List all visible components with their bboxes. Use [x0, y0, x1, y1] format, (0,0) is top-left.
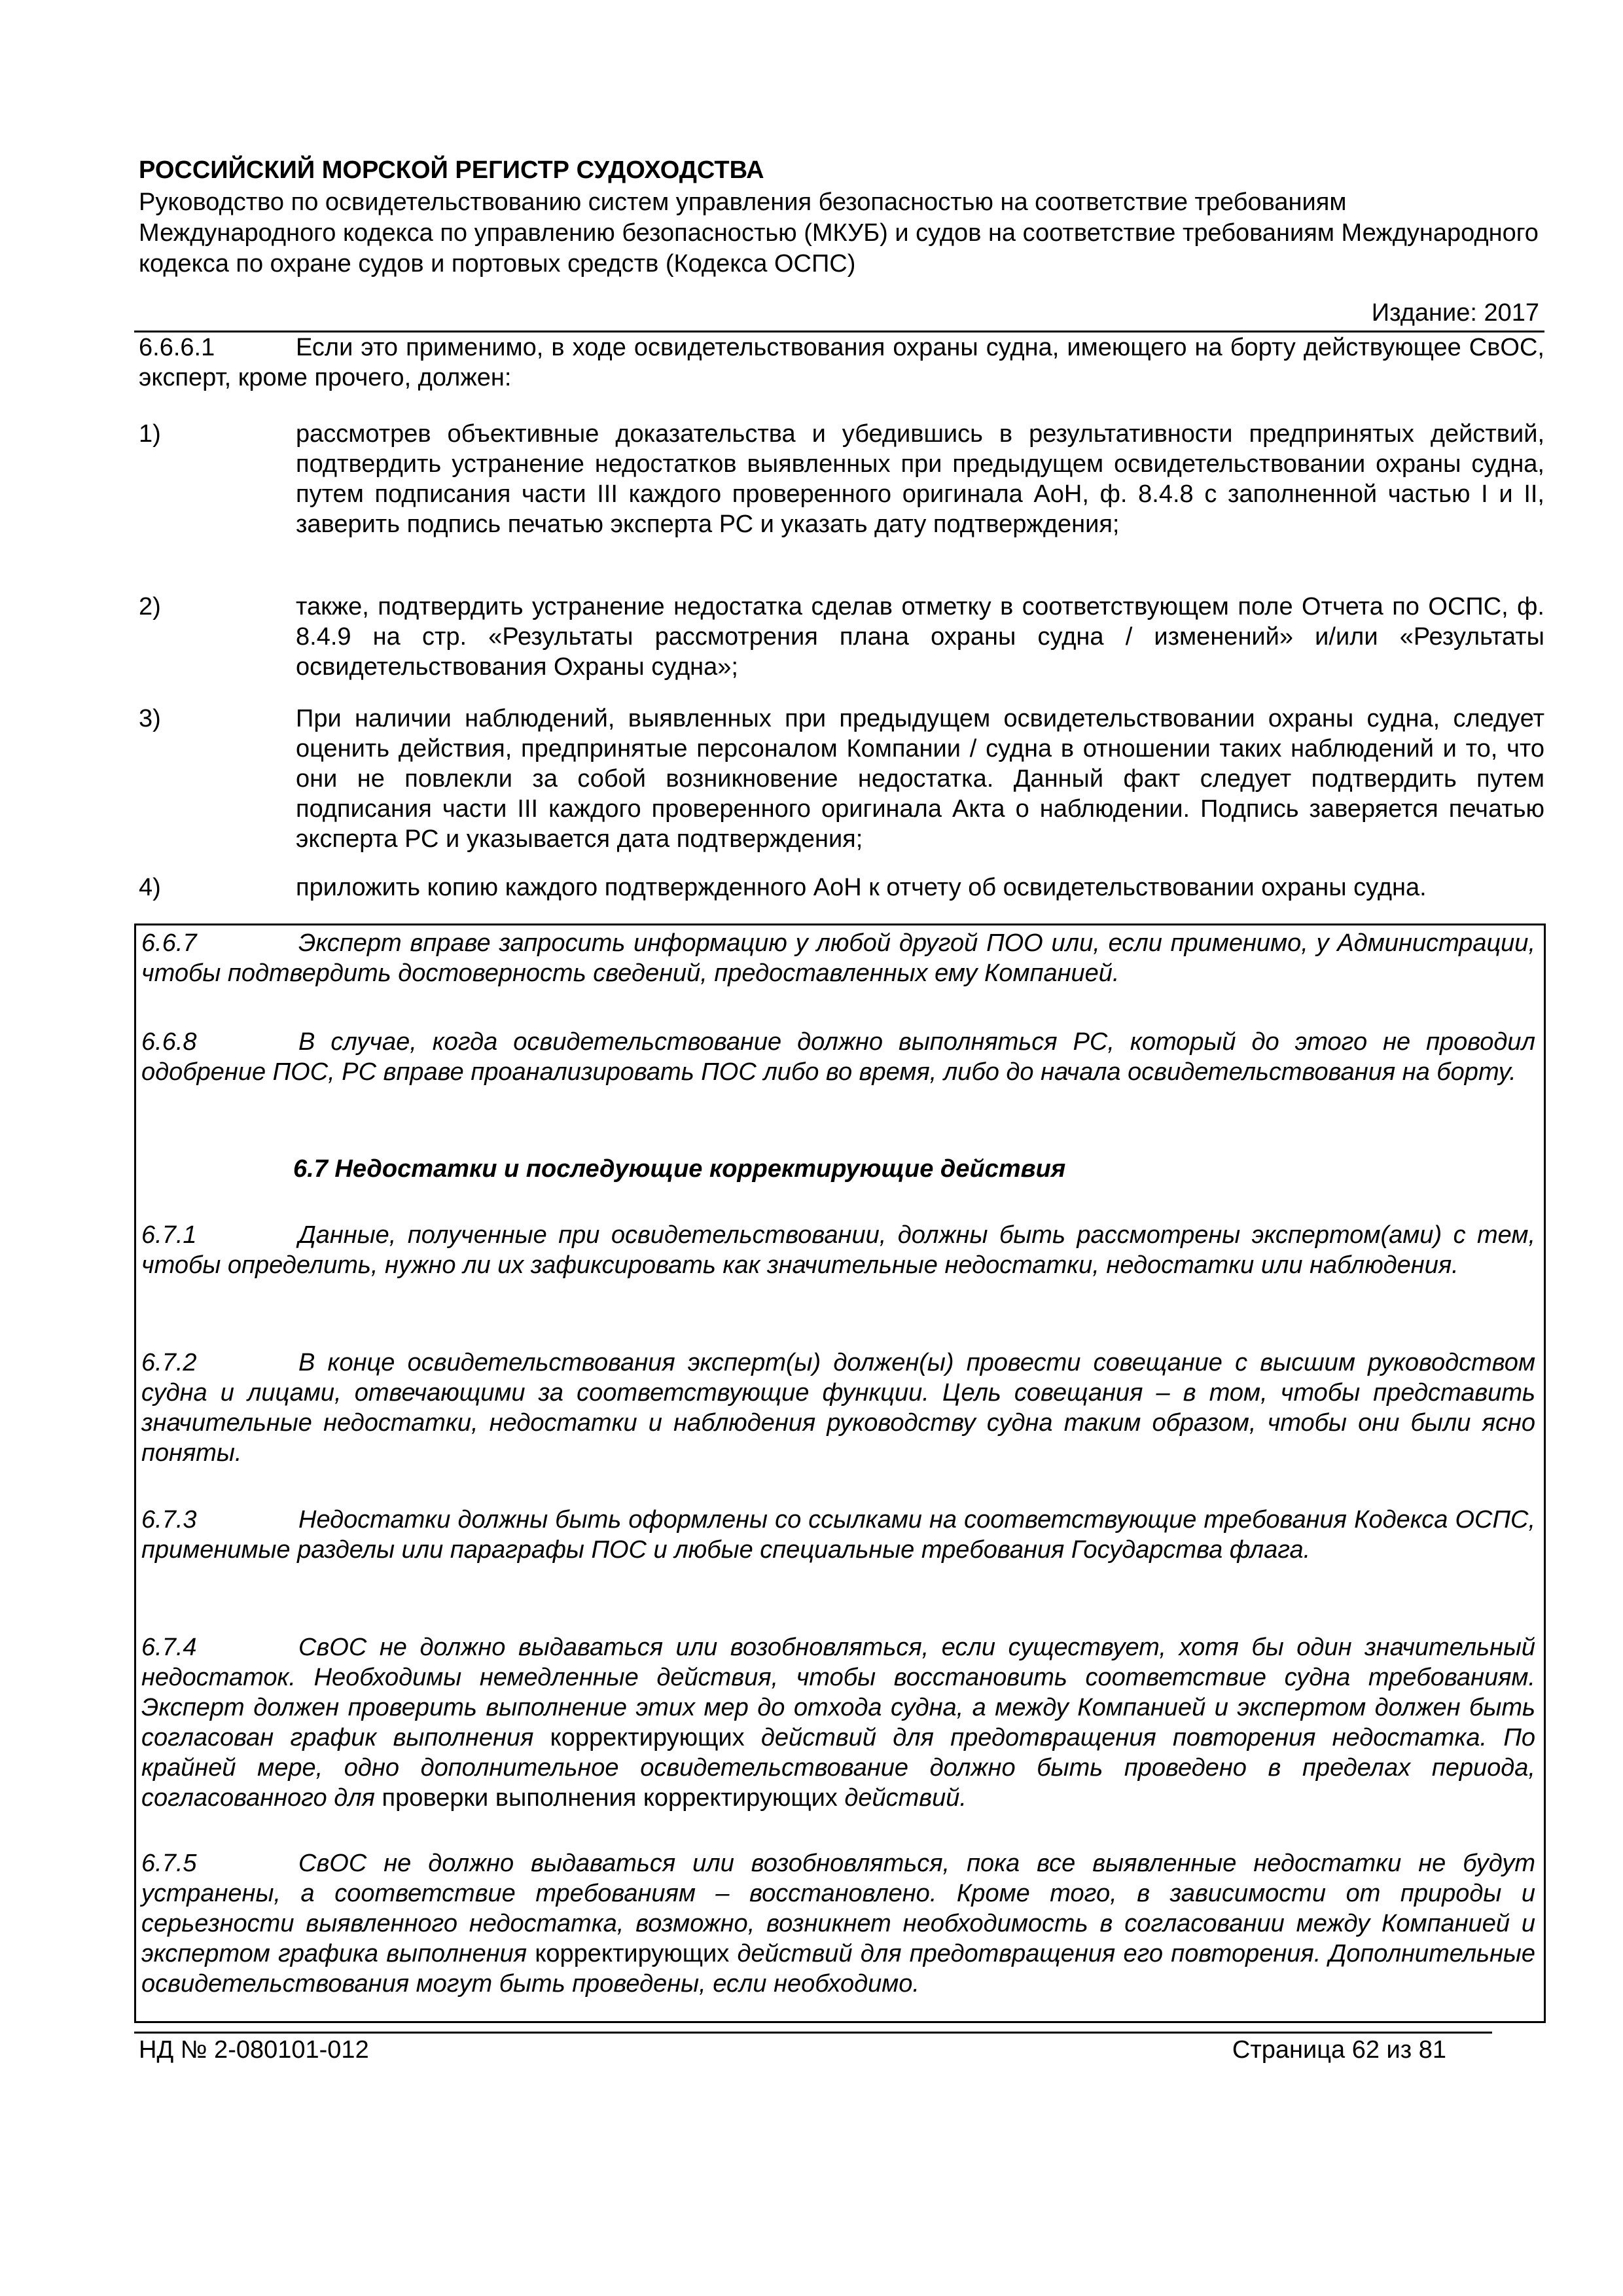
paragraph-6-7-4 — [141, 1632, 1535, 1813]
list-item-text: При наличии наблюдений, выявленных при предыдущем освидетельствовании охраны судна, следует оценить действия, предпринятые персоналом Компании / судна в отношении таких наблюдений и то, что они не повлекли за собой возникновение недостатка. Данный факт следует подтвердить путем подписания части III каждого проверенного оригинала Акта о наблюдении. Подпись заверяется печатью эксперта РС и указывается дата подтверждения; — [296, 705, 1544, 853]
paragraph-text-part: СвОС не должно выдаваться или возобновляться, пока все выявленные недостатки не будут устранены, а соответствие требованиям – восстановлено. Кроме того, в зависимости от природы и серьезности выявленного недостатка, возможно, возникнет необходимость в согласовании между Компанией и экспертом графика выполнения — [141, 1850, 1535, 1967]
list-item-number: 3) — [139, 705, 161, 732]
paragraph-6-6-7 — [141, 928, 1535, 988]
paragraph-text-part: СвОС не должно выдаваться или возобновляться, если существует, хотя бы один значительный недостаток. Необходимы немедленные действия, чтобы восстановить соответствие судна требованиям. Эксперт должен проверить выполнение этих мер до отхода судна, а между Компанией и экспертом должен быть согласован график выполнения — [141, 1634, 1535, 1751]
paragraph-text-part: проверки выполнения корректирующих — [382, 1784, 838, 1812]
edition-label: Издание: 2017 — [1371, 299, 1539, 327]
paragraph-6-6-8 — [141, 1027, 1535, 1087]
document-number: НД № 2-080101-012 — [139, 2036, 369, 2064]
paragraph-number: 6.7.1 — [141, 1221, 197, 1249]
paragraph-number: 6.6.7 — [141, 929, 197, 957]
paragraph-6-7-5 — [141, 1848, 1535, 1999]
paragraph-6-7-2 — [141, 1348, 1535, 1468]
list-item-number: 4) — [139, 874, 161, 901]
paragraph-text-part: действий. — [844, 1784, 967, 1812]
list-item-number: 1) — [139, 420, 161, 448]
page-number: Страница 62 из 81 — [1232, 2036, 1446, 2064]
paragraph-text: Данные, полученные при освидетельствовании, должны быть рассмотрены экспертом(ами) с тем, чтобы определить, нужно ли их зафиксировать как значительные недостатки, недостатки или наблюдения. — [141, 1221, 1535, 1279]
paragraph-6-7-1 — [141, 1220, 1535, 1280]
amendment-box — [134, 924, 1546, 2023]
paragraph-text: Недостатки должны быть оформлены со ссылками на соответствующие требования Кодекса ОСПС, применимые разделы или параграфы ПОС и любые специальные требования Государства флага. — [141, 1506, 1535, 1564]
paragraph-number: 6.7.2 — [141, 1349, 197, 1376]
list-item-text: приложить копию каждого подтвержденного АоН к отчету об освидетельствовании охраны судна. — [296, 874, 1427, 901]
paragraph-6-7-3 — [141, 1505, 1535, 1565]
footer-divider — [134, 2032, 1492, 2034]
paragraph-number: 6.7.5 — [141, 1850, 197, 1877]
list-item — [139, 704, 1544, 854]
section-heading: 6.7 Недостатки и последующие корректирующие действия — [293, 1155, 1066, 1183]
paragraph-text: Эксперт вправе запросить информацию у любой другой ПОО или, если применимо, у Администрации, чтобы подтвердить достоверность сведений, предоставленных ему Компанией. — [141, 929, 1535, 987]
paragraph-number: 6.6.6.1 — [139, 334, 215, 361]
paragraph-text-part: корректирующих — [535, 1940, 730, 1967]
paragraph-number: 6.7.4 — [141, 1634, 197, 1661]
paragraph-6-6-6-1 — [139, 332, 1544, 393]
paragraph-text: В конце освидетельствования эксперт(ы) должен(ы) провести совещание с высшим руководством судна и лицами, отвечающими за соответствующие функции. Цель совещания – в том, чтобы представить значительные недостатки, недостатки и наблюдения руководству судна таким образом, чтобы они были ясно поняты. — [141, 1349, 1535, 1467]
list-item — [139, 592, 1544, 682]
paragraph-text-part: действий для предотвращения повторения недостатка. По крайней мере, одно дополнительное освидетельствование должно быть проведено в пределах периода, согласованного для — [141, 1724, 1536, 1812]
paragraph-number: 6.6.8 — [141, 1028, 197, 1056]
header-organization: РОССИЙСКИЙ МОРСКОЙ РЕГИСТР СУДОХОДСТВА — [139, 156, 764, 184]
header-subtitle: Руководство по освидетельствованию систем управления безопасностью на соответствие требованиям Международного кодекса по управлению безопасностью (МКУБ) и судов на соответствие требованиям Международного кодекса по охране судов и портовых средств (Кодекса ОСПС) — [139, 188, 1539, 278]
list-item-text: рассмотрев объективные доказательства и убедившись в результативности предпринятых действий, подтвердить устранение недостатков выявленных при предыдущем освидетельствовании охраны судна, путем подписания части III каждого проверенного оригинала АоН, ф. 8.4.8 с заполненной частью I и II, заверить подпись печатью эксперта РС и указать дату подтверждения; — [296, 420, 1544, 538]
paragraph-text: В случае, когда освидетельствование должно выполняться РС, который до этого не проводил одобрение ПОС, РС вправе проанализировать ПОС либо во время, либо до начала освидетельствования на борту. — [141, 1028, 1535, 1086]
list-item-text: также, подтвердить устранение недостатка сделав отметку в соответствующем поле Отчета по ОСПС, ф. 8.4.9 на стр. «Результаты рассмотрения плана охраны судна / изменений» и/или «Результаты освидетельствования Охраны судна»; — [296, 593, 1544, 681]
list-item — [139, 419, 1544, 539]
paragraph-text-part: корректирующих — [550, 1724, 745, 1751]
list-item-number: 2) — [139, 593, 161, 620]
list-item — [139, 872, 1544, 903]
paragraph-text: Если это применимо, в ходе освидетельствования охраны судна, имеющего на борту действующее СвОС, эксперт, кроме прочего, должен: — [139, 334, 1544, 391]
paragraph-text-part: действий для предотвращения его повторения. Дополнительные освидетельствования могут быть проведены, если необходимо. — [141, 1940, 1536, 1998]
paragraph-number: 6.7.3 — [141, 1506, 197, 1534]
